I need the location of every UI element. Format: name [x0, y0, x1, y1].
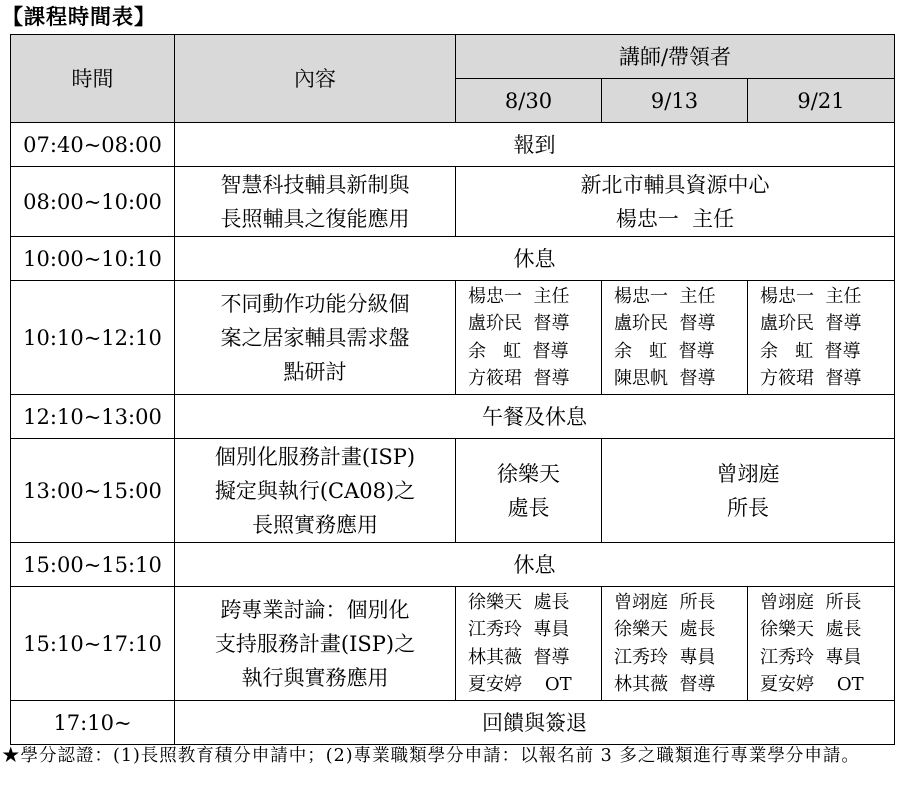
content-line: 點研討	[283, 359, 347, 384]
instructor-line: 林其薇 督導	[614, 674, 716, 695]
time-cell: 08:00~10:00	[11, 167, 175, 237]
content-cell	[175, 439, 456, 543]
table-row	[11, 123, 895, 167]
table-row	[11, 281, 895, 395]
schedule-table	[10, 34, 895, 745]
instructor-line: 徐樂天 處長	[468, 591, 570, 613]
instructor-line: 曾翊庭 所長	[760, 591, 862, 613]
table-row	[11, 439, 895, 543]
instructor-cell-9-13-9-21	[602, 439, 895, 543]
table-row	[11, 543, 895, 587]
content-line: 長照輔具之復能應用	[220, 206, 410, 231]
instructor-line: 余 虹 督導	[614, 340, 715, 362]
header-time: 時間	[11, 35, 175, 123]
header-content: 內容	[175, 35, 456, 123]
instructor-line: 方筱珺 督導	[468, 368, 570, 389]
time-cell: 10:00~10:10	[11, 237, 175, 281]
header-date-2: 9/13	[602, 79, 748, 123]
instructor-line: 處長	[507, 495, 550, 520]
time-cell: 10:10~12:10	[11, 281, 175, 395]
instructor-cell	[456, 167, 895, 237]
table-row	[11, 237, 895, 281]
instructor-line: 江秀玲 專員	[468, 619, 570, 640]
instructor-line: 余 虹 督導	[760, 340, 861, 362]
instructor-line: 江秀玲 專員	[760, 646, 862, 668]
instructor-cell-9-13	[602, 587, 748, 701]
instructor-cell-9-21	[748, 587, 895, 701]
content-line: 不同動作功能分級個	[220, 291, 410, 316]
instructor-line: 徐樂天	[497, 461, 560, 486]
content-line: 跨專業討論：個別化	[220, 597, 410, 622]
content-cell	[175, 587, 456, 701]
instructor-line: 曾翊庭 所長	[614, 591, 716, 613]
session-cell: 報到	[175, 123, 895, 167]
content-line: 支持服務計畫(ISP)之	[214, 631, 416, 656]
instructor-line: 盧玠民 督導	[468, 313, 570, 334]
time-cell: 12:10~13:00	[11, 395, 175, 439]
table-row	[11, 395, 895, 439]
content-line: 擬定與執行(CA08)之	[214, 478, 416, 503]
page-title: 【課程時間表】	[2, 4, 156, 29]
instructor-line: 徐樂天 處長	[760, 619, 862, 640]
time-cell: 17:10~	[11, 701, 175, 745]
instructor-line: 夏安婷 OT	[468, 674, 572, 695]
instructor-line: 林其薇 督導	[468, 646, 570, 668]
instructor-cell-8-30	[456, 281, 602, 395]
instructor-line: 江秀玲 專員	[614, 646, 716, 668]
table-row	[11, 587, 895, 701]
instructor-cell-8-30	[456, 439, 602, 543]
header-instructor: 講師/帶領者	[456, 35, 895, 79]
content-cell	[175, 281, 456, 395]
instructor-line: 所長	[727, 495, 769, 520]
instructor-line: 新北市輔具資源中心	[580, 172, 770, 197]
instructor-cell-9-21	[748, 281, 895, 395]
content-line: 案之居家輔具需求盤	[220, 325, 410, 350]
table-row	[11, 701, 895, 745]
time-cell: 15:10~17:10	[11, 587, 175, 701]
time-cell: 15:00~15:10	[11, 543, 175, 587]
content-line: 執行與實務應用	[241, 665, 389, 690]
instructor-line: 盧玠民 督導	[614, 313, 716, 334]
session-cell: 回饋與簽退	[175, 701, 895, 745]
instructor-cell-8-30	[456, 587, 602, 701]
time-cell: 13:00~15:00	[11, 439, 175, 543]
session-cell: 休息	[175, 543, 895, 587]
instructor-line: 方筱珺 督導	[760, 368, 862, 389]
header-date-1: 8/30	[456, 79, 602, 123]
header-date-3: 9/21	[748, 79, 895, 123]
content-line: 長照實務應用	[252, 512, 378, 537]
instructor-line: 盧玠民 督導	[760, 313, 862, 334]
instructor-line: 楊忠一 主任	[615, 206, 735, 231]
table-row	[11, 167, 895, 237]
instructor-line: 徐樂天 處長	[614, 619, 716, 640]
instructor-line: 曾翊庭	[716, 461, 780, 486]
instructor-line: 楊忠一 主任	[614, 285, 716, 307]
instructor-line: 夏安婷 OT	[760, 674, 864, 695]
instructor-line: 楊忠一 主任	[468, 285, 570, 307]
content-line: 個別化服務計畫(ISP)	[214, 444, 416, 469]
content-cell	[175, 167, 456, 237]
instructor-line: 楊忠一 主任	[760, 285, 862, 307]
session-cell: 午餐及休息	[175, 395, 895, 439]
credit-note: ★學分認證：(1)長照教育積分申請中；(2)專業職類學分申請：以報名前 3 多之職類進行專業學分申請。	[2, 746, 860, 766]
content-line: 智慧科技輔具新制與	[220, 172, 410, 197]
time-cell: 07:40~08:00	[11, 123, 175, 167]
session-cell: 休息	[175, 237, 895, 281]
instructor-line: 余 虹 督導	[468, 340, 569, 362]
instructor-cell-9-13	[602, 281, 748, 395]
instructor-line: 陳思帆 督導	[614, 368, 716, 389]
